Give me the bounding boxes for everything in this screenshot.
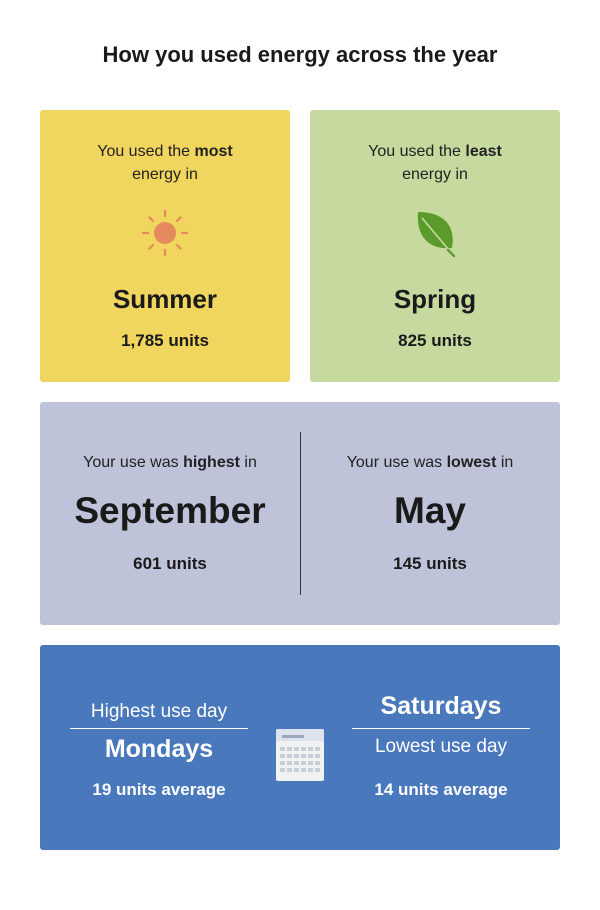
lowest-month-panel (300, 402, 560, 625)
highest-day-rule (70, 728, 248, 729)
lowest-month-name: May (394, 490, 466, 531)
least-energy-season-card (310, 110, 560, 382)
highest-intro-prefix: Your use was (83, 454, 184, 471)
lowest-month-intro (300, 454, 560, 472)
highest-day-label: Highest use day (90, 701, 228, 722)
least-season-name: Spring (393, 284, 477, 314)
lowest-intro-bold: lowest (446, 454, 497, 471)
least-intro-prefix: You used the (368, 143, 466, 160)
lowest-day-rule (352, 728, 530, 729)
highest-intro-bold: highest (183, 454, 240, 471)
page-title: How you used energy across the year (102, 42, 498, 67)
highest-intro-suffix: in (239, 454, 257, 471)
lowest-day-name: Saturdays (380, 692, 502, 720)
most-season-intro (40, 140, 290, 186)
leaf-icon (410, 208, 460, 258)
lowest-month-units: 145 units (393, 554, 467, 573)
least-season-intro (310, 140, 560, 186)
most-energy-season-card (40, 110, 290, 382)
calendar-icon (276, 729, 324, 781)
highest-day-units: 19 units average (92, 780, 226, 799)
highest-month-units: 601 units (133, 554, 207, 573)
highest-month-name: September (74, 490, 266, 531)
most-intro-line2: energy in (132, 166, 198, 183)
most-season-name: Summer (112, 284, 218, 314)
daily-use-card (40, 645, 560, 850)
least-intro-bold: least (465, 143, 502, 160)
least-intro-line2: energy in (402, 166, 468, 183)
lowest-day-label: Lowest use day (374, 736, 508, 757)
least-season-units: 825 units (398, 331, 472, 350)
monthly-use-card (40, 402, 560, 625)
highest-month-intro (40, 454, 300, 472)
highest-day-name: Mondays (104, 735, 214, 763)
highest-month-panel (40, 402, 300, 625)
most-intro-prefix: You used the (97, 143, 195, 160)
lowest-intro-suffix: in (496, 454, 514, 471)
most-intro-bold: most (194, 143, 233, 160)
lowest-intro-prefix: Your use was (346, 454, 447, 471)
lowest-day-units: 14 units average (374, 780, 508, 799)
most-season-units: 1,785 units (121, 331, 209, 350)
sun-icon (140, 208, 190, 258)
